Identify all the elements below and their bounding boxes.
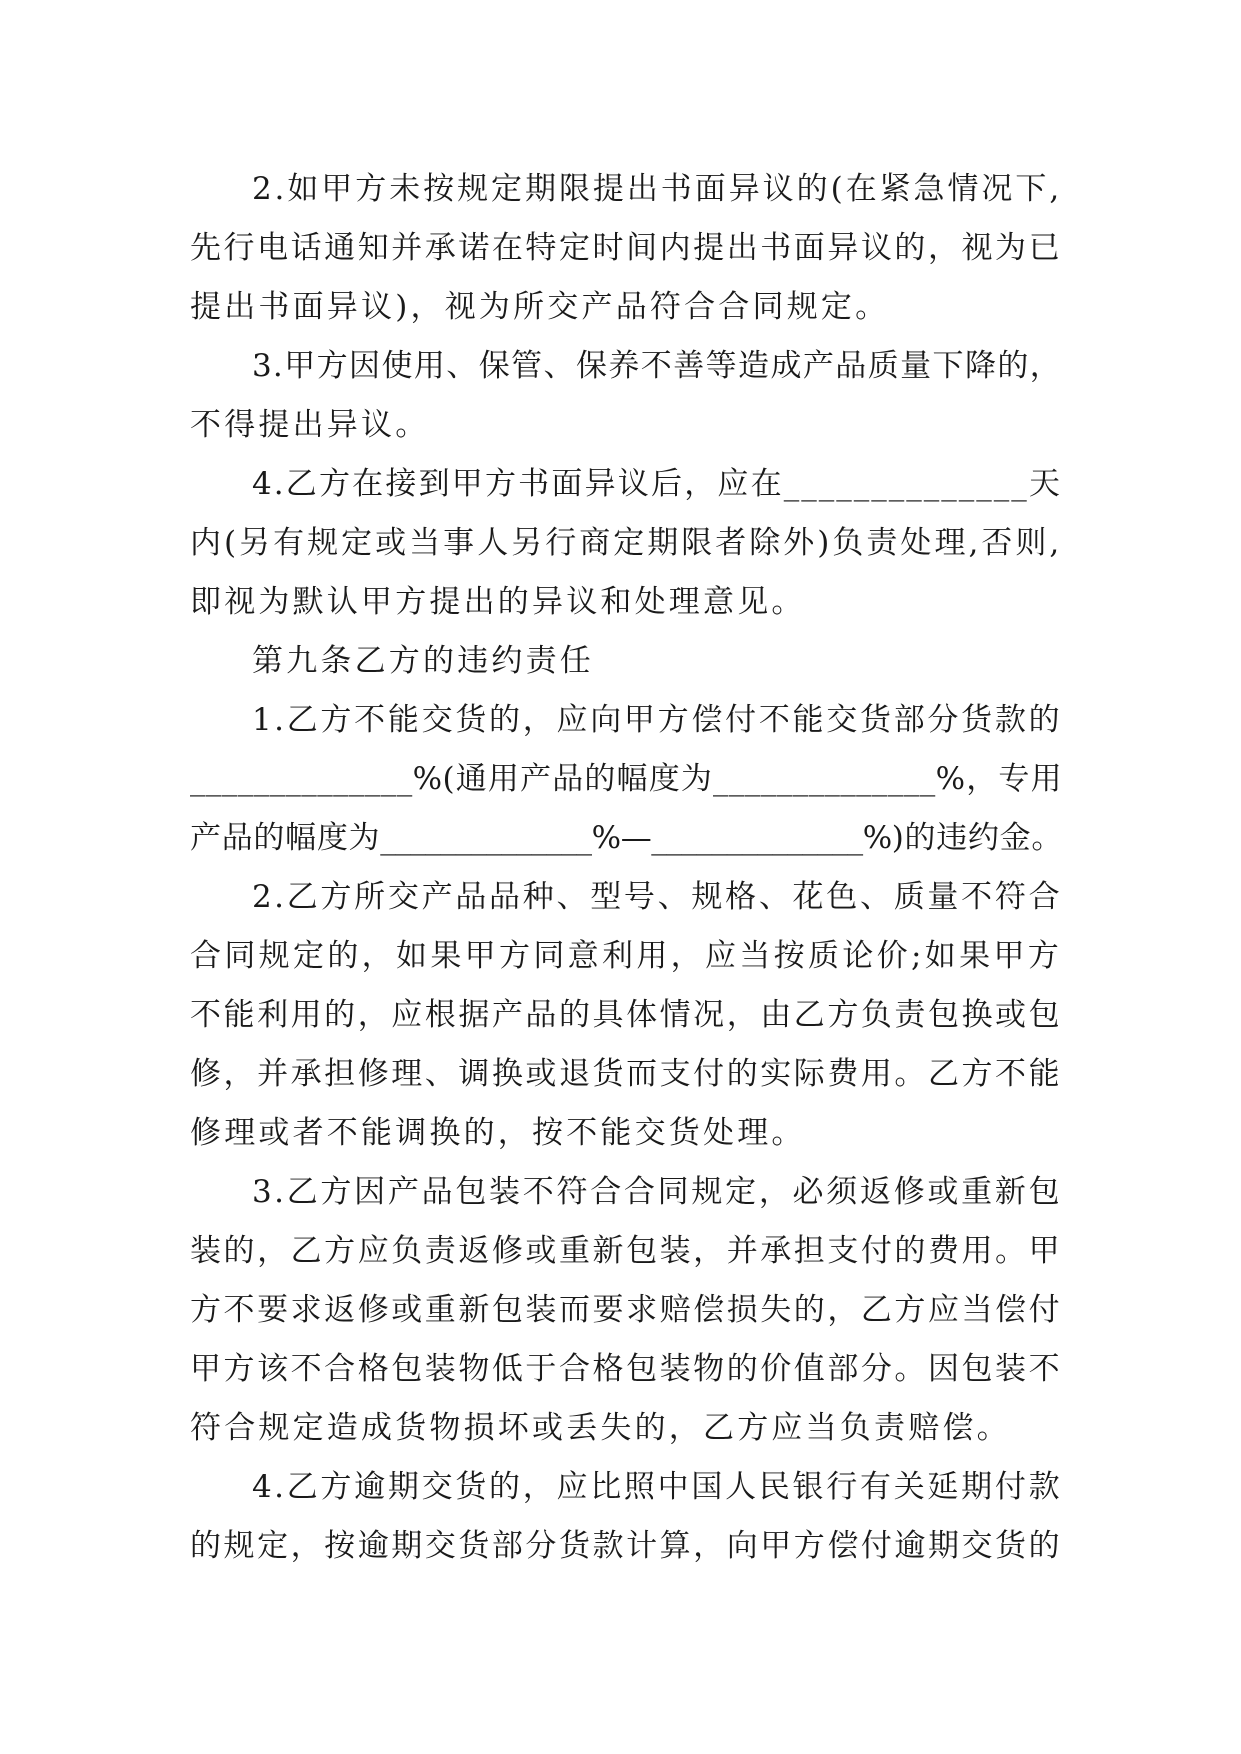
paragraph-line: 符合规定造成货物损坏或丢失的，乙方应当负责赔偿。 bbox=[190, 1410, 1011, 1446]
paragraph-line: 的规定，按逾期交货部分货款计算，向甲方偿付逾期交货的 bbox=[190, 1528, 1062, 1564]
paragraph-line: 修理或者不能调换的，按不能交货处理。 bbox=[190, 1115, 806, 1151]
document-body bbox=[190, 160, 1062, 1576]
paragraph-line: 提出书面异议)，视为所交产品符合合同规定。 bbox=[190, 289, 890, 325]
paragraph-line: 2.如甲方未按规定期限提出书面异议的(在紧急情况下, bbox=[252, 171, 1062, 207]
paragraph-line: 4.乙方逾期交货的，应比照中国人民银行有关延期付款 bbox=[252, 1469, 1062, 1505]
paragraph-line: 修，并承担修理、调换或退货而支付的实际费用。乙方不能 bbox=[190, 1056, 1062, 1092]
paragraph-line: 方不要求返修或重新包装而要求赔偿损失的，乙方应当偿付 bbox=[190, 1292, 1062, 1328]
paragraph-line: ______________%(通用产品的幅度为______________%，专用 bbox=[190, 761, 1062, 797]
paragraph-line: 2.乙方所交产品品种、型号、规格、花色、质量不符合 bbox=[252, 879, 1062, 915]
section-heading: 第九条乙方的违约责任 bbox=[252, 643, 594, 679]
paragraph-line: 产品的幅度为______________%—______________%)的违约金。 bbox=[190, 820, 1062, 856]
paragraph-line: 3.甲方因使用、保管、保养不善等造成产品质量下降的， bbox=[252, 348, 1062, 384]
paragraph-line: 先行电话通知并承诺在特定时间内提出书面异议的，视为已 bbox=[190, 230, 1062, 266]
paragraph-line: 3.乙方因产品包装不符合合同规定，必须返修或重新包 bbox=[252, 1174, 1062, 1210]
paragraph-line: 不得提出异议。 bbox=[190, 407, 430, 443]
paragraph-line: 内(另有规定或当事人另行商定期限者除外)负责处理,否则, bbox=[190, 525, 1062, 561]
paragraph-line: 甲方该不合格包装物低于合格包装物的价值部分。因包装不 bbox=[190, 1351, 1062, 1387]
paragraph-line: 合同规定的，如果甲方同意利用，应当按质论价;如果甲方 bbox=[190, 938, 1062, 974]
paragraph-line: 不能利用的，应根据产品的具体情况，由乙方负责包换或包 bbox=[190, 997, 1062, 1033]
paragraph-line: 即视为默认甲方提出的异议和处理意见。 bbox=[190, 584, 806, 620]
paragraph-line: 1.乙方不能交货的，应向甲方偿付不能交货部分货款的 bbox=[252, 702, 1062, 738]
paragraph-line: 装的，乙方应负责返修或重新包装，并承担支付的费用。甲 bbox=[190, 1233, 1062, 1269]
paragraph-line: 4.乙方在接到甲方书面异议后，应在______________天 bbox=[252, 466, 1062, 502]
